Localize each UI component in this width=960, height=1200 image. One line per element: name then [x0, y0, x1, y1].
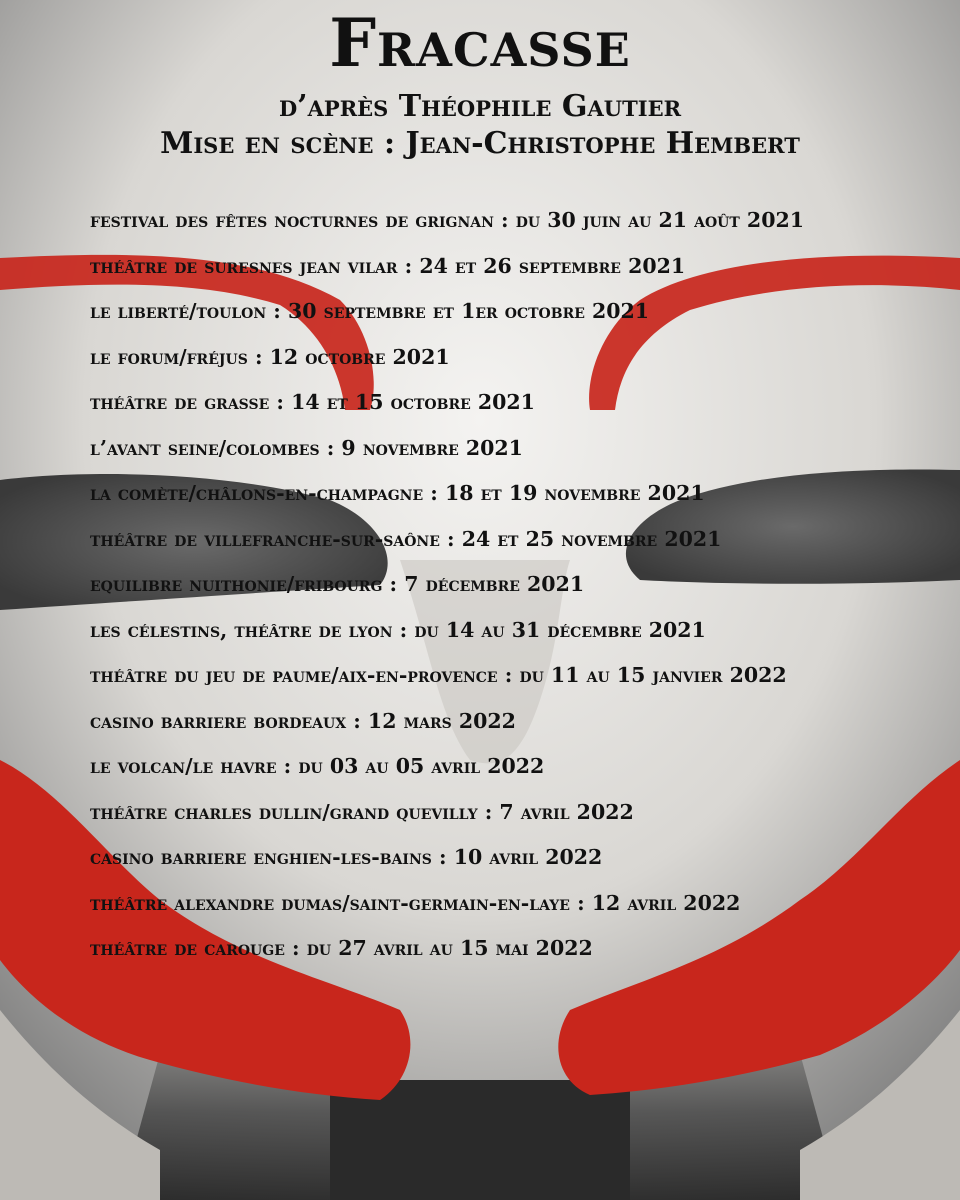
- subtitle-author: d’après Théophile Gautier: [278, 89, 682, 124]
- poster-title: Fracasse: [329, 4, 631, 82]
- subtitle-director: Mise en scène : Jean-Christophe Hembert: [160, 126, 800, 161]
- tour-date: le volcan/le havre : du 03 au 05 avril 2022: [90, 754, 545, 778]
- tour-date: théâtre du jeu de paume/aix-en-provence : du 11 au 15 janvier 2022: [90, 663, 787, 687]
- tour-date: le liberté/toulon : 30 septembre et 1er octobre 2021: [90, 299, 650, 323]
- tour-date: théâtre de grasse : 14 et 15 octobre 2021: [90, 390, 535, 414]
- tour-date: equilibre nuithonie/fribourg : 7 décembre 2021: [90, 572, 585, 596]
- tour-dates-list: [90, 204, 930, 978]
- tour-date: le forum/fréjus : 12 octobre 2021: [90, 344, 450, 369]
- tour-date: théâtre de villefranche-sur-saône : 24 et 25 novembre 2021: [90, 526, 722, 551]
- tour-date: théâtre de suresnes jean vilar : 24 et 26 septembre 2021: [90, 253, 686, 278]
- tour-date: l’avant seine/colombes : 9 novembre 2021: [90, 435, 523, 460]
- tour-date: théâtre de carouge : du 27 avril au 15 mai 2022: [90, 936, 593, 960]
- tour-date: festival des fêtes nocturnes de grignan : du 30 juin au 21 août 2021: [90, 208, 804, 232]
- tour-date: la comète/châlons-en-champagne : 18 et 19 novembre 2021: [90, 481, 705, 505]
- tour-date: théâtre charles dullin/grand quevilly : 7 avril 2022: [90, 799, 634, 824]
- tour-date: théâtre alexandre dumas/saint-germain-en-laye : 12 avril 2022: [90, 890, 741, 915]
- tour-date: les célestins, théâtre de lyon : du 14 au 31 décembre 2021: [90, 617, 706, 642]
- tour-date: casino barriere bordeaux : 12 mars 2022: [90, 708, 516, 733]
- tour-date: casino barriere enghien-les-bains : 10 avril 2022: [90, 845, 603, 869]
